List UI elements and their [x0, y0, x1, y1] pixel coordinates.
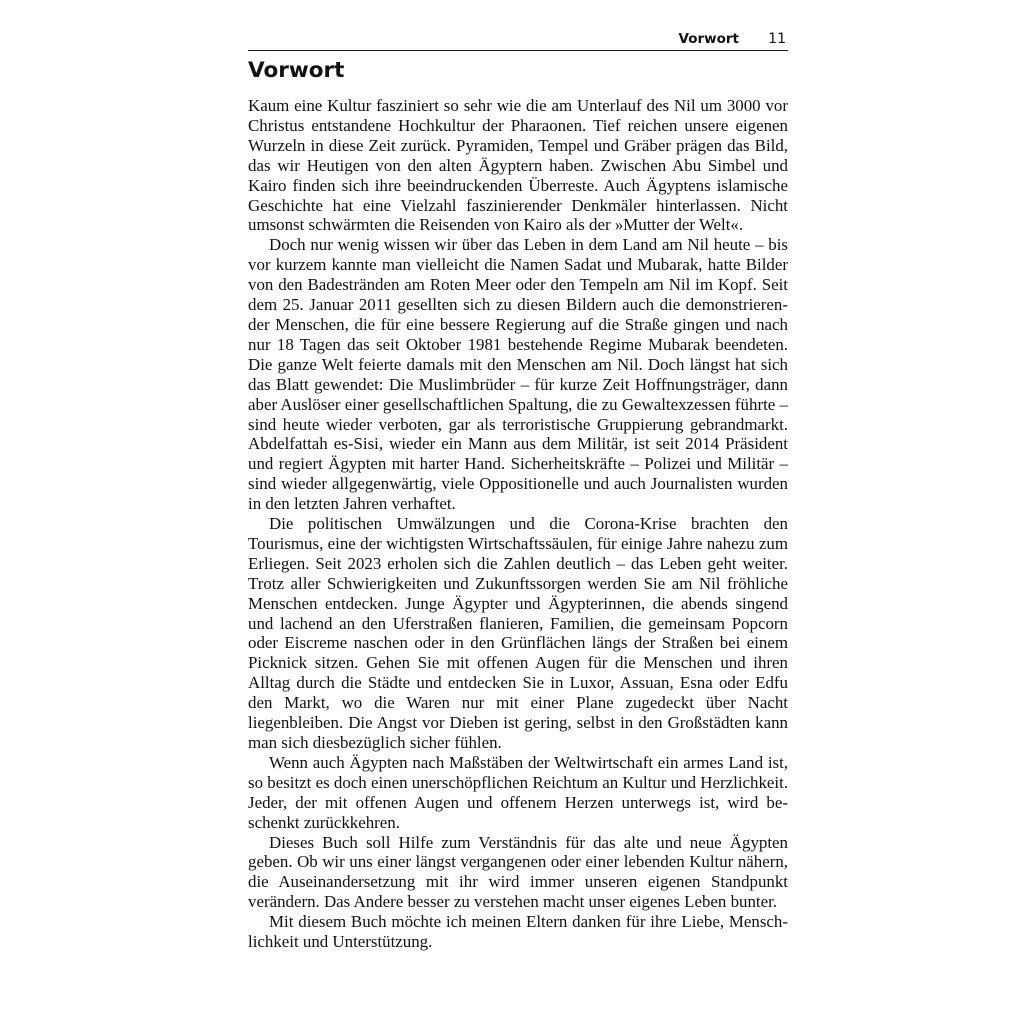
paragraph-2: Doch nur wenig wissen wir über das Leben in dem Land am Nil heute – bis vor kurzem kannte man vielleicht die Namen Sadat und Mubarak, hatte Bilder von den Badestränden am Roten Meer oder den Tempeln am Nil im Kopf. Seit dem 25. Januar 2011 gesellten sich zu diesen Bildern auch die demonstrierender Menschen, die für eine bessere Regierung auf die Straße gingen und nach nur 18 Tagen das seit Oktober 1981 bestehende Regime Mubarak beendeten. Die ganze Welt feierte damals mit den Menschen am Nil. Doch längst hat sich das Blatt gewendet: Die Muslimbrüder – für kurze Zeit Hoffnungsträger, dann aber Auslöser einer gesellschaftlichen Spaltung, die zu Gewaltexzessen führte – sind heute wieder verboten, gar als terroristische Gruppierung gebrandmarkt. Abdelfattah es-Sisi, wieder ein Mann aus dem Militär, ist seit 2014 Präsident und regiert Ägypten mit harter Hand. Sicherheitskräfte – Polizei und Militär – sind wieder allgegenwärtig, viele Oppositionelle und auch Journalisten wurden in den letzten Jahren verhaftet.: [248, 235, 788, 514]
paragraph-5: Dieses Buch soll Hilfe zum Verständnis für das alte und neue Ägypten geben. Ob wir uns einer längst vergangenen oder einer lebenden Kultur nähern, die Auseinandersetzung mit ihr wird immer unseren eigenen Standpunkt verändern. Das Andere besser zu verstehen macht unser eigenes Leben bunter.: [248, 832, 788, 912]
paragraph-3: Die politischen Umwälzungen und die Corona-Krise brachten den Tourismus, eine der wichtigsten Wirtschaftssäulen, für einige Jahre nahezu zum Erliegen. Seit 2023 erholen sich die Zahlen deutlich – das Leben geht weiter. Trotz aller Schwierigkeiten und Zukunftssorgen werden Sie am Nil fröhliche Menschen entdecken. Junge Ägypter und Ägypterinnen, die abends singend und lachend an den Uferstraßen flanieren, Familien, die gemeinsam Popcorn oder Eiscreme naschen oder in den Grünflächen längs der Straßen bei einem Picknick sitzen. Gehen Sie mit offenen Augen für die Menschen und ihren Alltag durch die Städte und entdecken Sie in Luxor, Assuan, Esna oder Edfu den Markt, wo die Waren nur mit einer Plane zugedeckt über Nacht liegenbleiben. Die Angst vor Dieben ist gering, selbst in den Großstädten kann man sich diesbezüglich sicher fühlen.: [248, 514, 788, 752]
paragraph-1: Kaum eine Kultur fasziniert so sehr wie die am Unterlauf des Nil um 3000 vor Christus entstandene Hochkultur der Pharaonen. Tief reichen unsere eigenen Wurzeln in diese Zeit zurück. Pyramiden, Tempel und Gräber prägen das Bild, das wir Heutigen von den alten Ägyptern haben. Zwischen Abu Simbel und Kairo finden sich ihre beeindruckenden Überreste. Auch Ägyptens islamische Geschichte hat eine Vielzahl faszinierender Denkmäler hinterlassen. Nicht umsonst schwärmten die Reisenden von Kairo als der »Mutter der Welt«.: [248, 96, 788, 235]
chapter-title: Vorwort: [248, 58, 345, 83]
paragraph-4: Wenn auch Ägypten nach Maßstäben der Weltwirtschaft ein armes Land ist, so besitzt es doch einen unerschöpflichen Reichtum an Kultur und Herzlichkeit. Jeder, der mit offenen Augen und offenem Herzen unterwegs ist, wird beschenkt zurückkehren.: [248, 752, 788, 832]
page-number: 11: [768, 31, 786, 47]
running-title: Vorwort: [678, 31, 739, 47]
running-header: [248, 28, 788, 51]
paragraph-6: Mit diesem Buch möchte ich meinen Eltern danken für ihre Liebe, Menschlichkeit und Unterstützung.: [248, 912, 788, 952]
body-text: [248, 96, 788, 952]
